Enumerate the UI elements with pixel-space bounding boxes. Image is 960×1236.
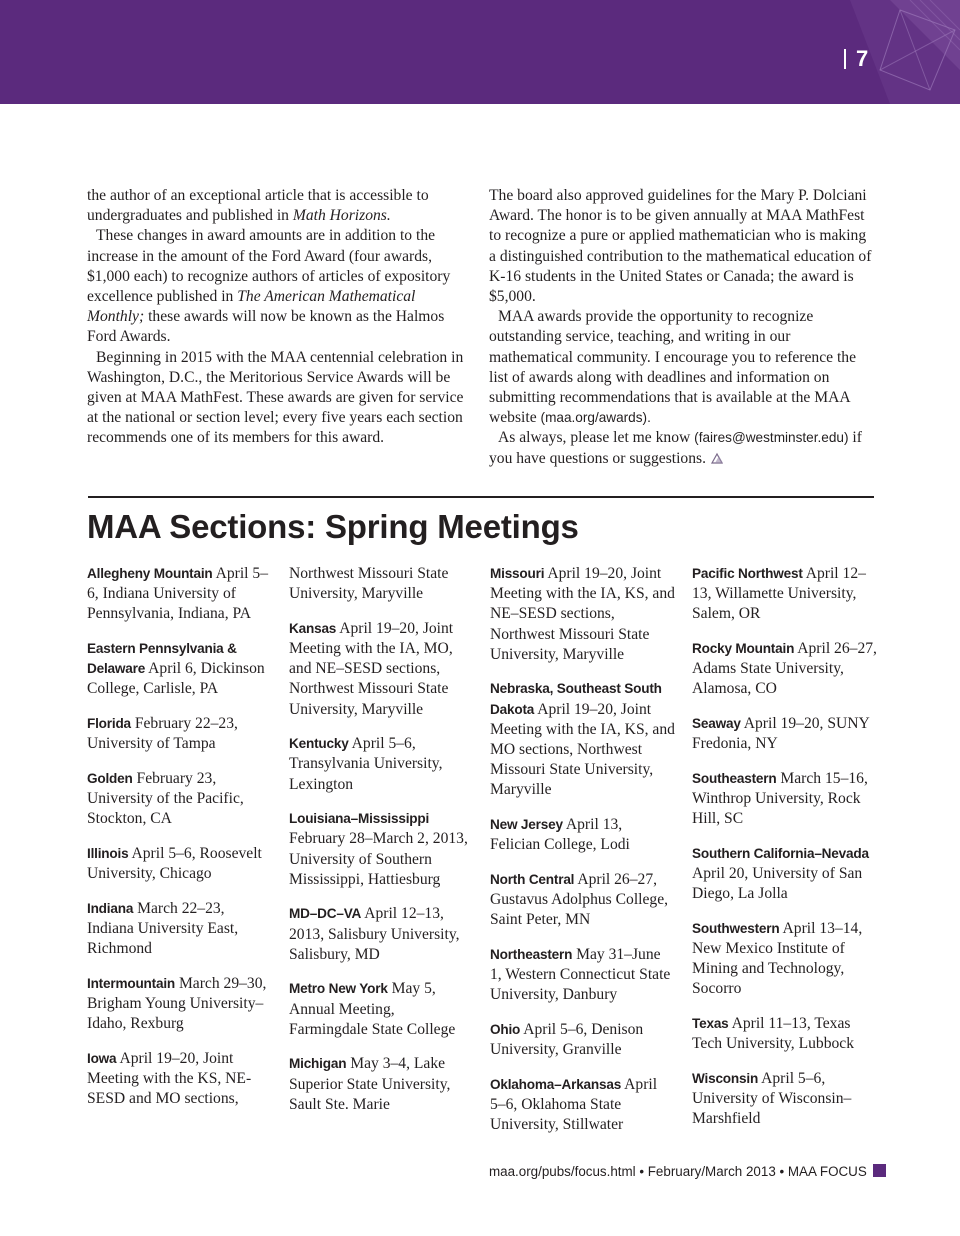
- meeting-entry: Ohio April 5–6, Denison University, Granville: [490, 1020, 644, 1059]
- page-number: 7: [844, 46, 869, 72]
- decorative-geometric-shape: [780, 0, 960, 104]
- meeting-entry-continued: Northwest Missouri State University, Maryville: [289, 565, 449, 603]
- meeting-entry: MD–DC–VA April 12–13, 2013, Salisbury University, Salisbury, MD: [289, 905, 460, 963]
- meeting-entry: Missouri April 19–20, Joint Meeting with the IA, KS, and NE–SESD sections, Northwest Missouri State University, Maryville: [490, 565, 675, 663]
- meeting-entry: Iowa April 19–20, Joint Meeting with the KS, NE-SESD and MO sections,: [87, 1049, 252, 1107]
- meeting-entry: Allegheny Mountain April 5–6, Indiana University of Pennsylvania, Indiana, PA: [87, 565, 269, 623]
- paragraph: These changes in award amounts are in addition to the increase in the amount of the Ford Award (four awards, $1,000 each) to recognize authors of articles of expository excellence published in The American Mathematical Monthly; these awards will now be known as the Halmos Ford Awards.: [87, 227, 451, 346]
- meeting-entry: Southwestern April 13–14, New Mexico Institute of Mining and Technology, Socorro: [692, 919, 863, 998]
- meeting-entry: Wisconsin April 5–6, University of Wisconsin–Marshfield: [692, 1069, 852, 1128]
- meeting-entry: Northeastern May 31–June 1, Western Connecticut State University, Danbury: [490, 945, 671, 1004]
- end-of-article-icon: [710, 452, 724, 464]
- paragraph: The board also approved guidelines for the Mary P. Dolciani Award. The honor is to be given annually at MAA MathFest to recognize a pure or applied mathematician who is making a distinguished contribution to the mathematical education of K-16 students in the United States or Canada; the award is $5,000.: [489, 187, 872, 306]
- meeting-entry: Michigan May 3–4, Lake Superior State University, Sault Ste. Marie: [289, 1055, 451, 1113]
- meeting-entry: Rocky Mountain April 26–27, Adams State University, Alamosa, CO: [692, 640, 877, 698]
- meetings-column-3: [490, 564, 676, 1150]
- paragraph: As always, please let me know (faires@westminster.edu) if you have questions or suggestions.: [489, 429, 862, 467]
- meeting-entry: Metro New York May 5, Annual Meeting, Farmingdale State College: [289, 980, 456, 1038]
- paragraph: the author of an exceptional article that is accessible to undergraduates and published in Math Horizons.: [87, 187, 429, 225]
- meeting-entry: Oklahoma–Arkansas April 5–6, Oklahoma State University, Stillwater: [490, 1075, 658, 1134]
- meeting-entry: Indiana March 22–23, Indiana University East, Richmond: [87, 899, 239, 957]
- meeting-entry: Intermountain March 29–30, Brigham Young University–Idaho, Rexburg: [87, 974, 267, 1032]
- header-bar: [0, 0, 960, 104]
- meetings-column-1: [87, 564, 273, 1124]
- meeting-entry: Eastern Pennsylvania & Delaware April 6, Dickinson College, Carlisle, PA: [87, 641, 265, 698]
- meeting-entry: North Central April 26–27, Gustavus Adolphus College, Saint Peter, MN: [490, 870, 669, 929]
- page-footer: maa.org/pubs/focus.html • February/March 2013 • MAA FOCUS: [489, 1164, 886, 1179]
- meeting-entry: Southeastern March 15–16, Winthrop University, Rock Hill, SC: [692, 769, 868, 828]
- meetings-column-4: [692, 564, 878, 1144]
- meeting-entry: Kansas April 19–20, Joint Meeting with the IA, MO, and NE–SESD sections, Northwest Missouri State University, Maryville: [289, 619, 454, 718]
- meeting-entry: Texas April 11–13, Texas Tech University, Lubbock: [692, 1015, 855, 1053]
- meeting-entry: Golden February 23, University of the Pacific, Stockton, CA: [87, 769, 244, 828]
- meeting-entry: New Jersey April 13, Felician College, Lodi: [490, 816, 630, 854]
- meeting-entry: Illinois April 5–6, Roosevelt University, Chicago: [87, 844, 262, 882]
- intro-left-column: [87, 186, 473, 449]
- section-divider: [88, 496, 874, 498]
- section-title: MAA Sections: Spring Meetings: [87, 508, 579, 545]
- meeting-entry: Pacific Northwest April 12–13, Willamette University, Salem, OR: [692, 565, 866, 623]
- meeting-entry: Southern California–Nevada April 20, University of San Diego, La Jolla: [692, 845, 869, 903]
- meeting-entry: Seaway April 19–20, SUNY Fredonia, NY: [692, 715, 870, 753]
- intro-right-column: [489, 186, 875, 469]
- email-link[interactable]: (faires@westminster.edu): [694, 430, 849, 446]
- footer-square-icon: [873, 1164, 886, 1177]
- paragraph: Beginning in 2015 with the MAA centennial celebration in Washington, D.C., the Meritorious Service Awards will be given at MAA MathFest. These awards are given for service at the national or section level; every five years each section recommends one of its members for this award.: [87, 348, 464, 447]
- meeting-entry: Louisiana–Mississippi February 28–March 2, 2013, University of Southern Mississippi, Hattiesburg: [289, 811, 468, 888]
- meeting-entry: Kentucky April 5–6, Transylvania University, Lexington: [289, 735, 443, 793]
- meeting-entry: Florida February 22–23, University of Tampa: [87, 715, 238, 753]
- meetings-column-2: [289, 564, 475, 1129]
- paragraph: MAA awards provide the opportunity to recognize outstanding service, teaching, and writing in our mathematical community. I encourage you to reference the list of awards along with deadlines and information on submitting recommendations that is available at the MAA website (maa.org/awards).: [489, 308, 857, 427]
- meeting-entry: Nebraska, Southeast South Dakota April 19–20, Joint Meeting with the IA, KS, and MO sections, Northwest Missouri State University, Maryville: [490, 681, 675, 799]
- awards-link[interactable]: (maa.org/awards).: [540, 410, 651, 426]
